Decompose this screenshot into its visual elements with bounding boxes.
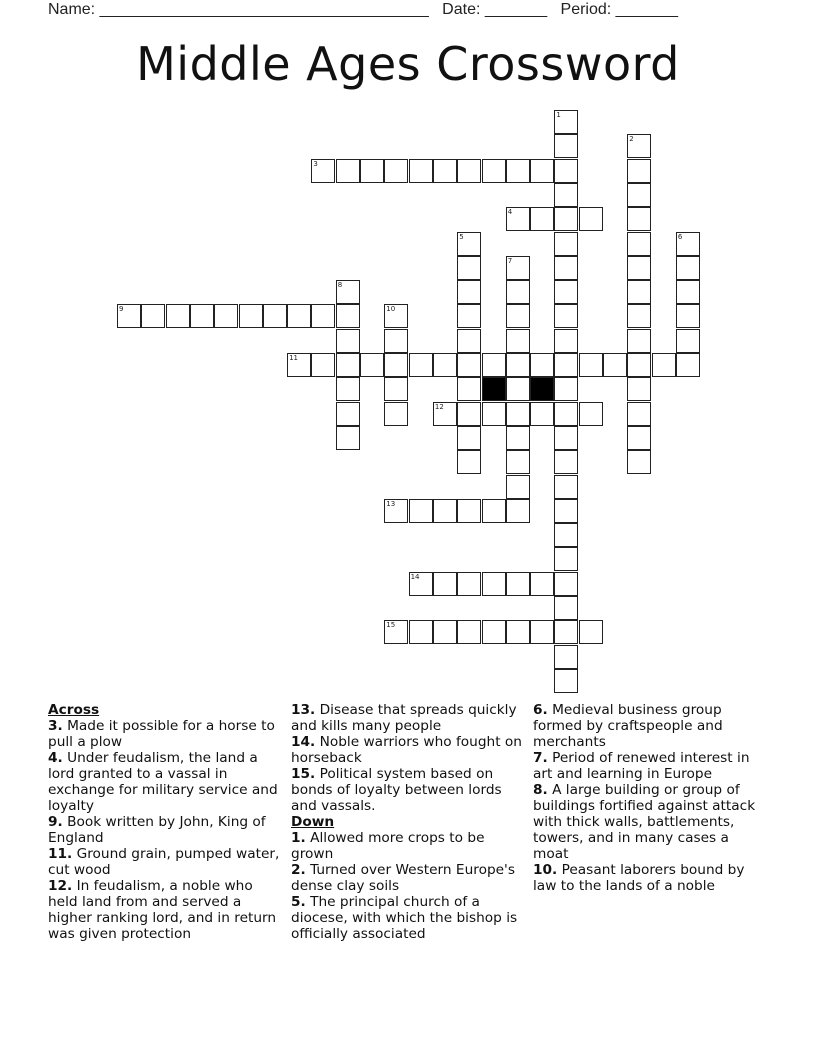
crossword-cell[interactable] [311,353,335,377]
crossword-cell[interactable] [554,475,578,499]
clue-across-11 [48,846,282,878]
crossword-cell[interactable] [554,377,578,401]
crossword-cell[interactable] [554,426,578,450]
clue-down-7 [533,750,767,782]
crossword-cell[interactable] [627,377,651,401]
clue-down-5 [291,894,525,942]
crossword-cell[interactable] [554,523,578,547]
crossword-cell[interactable] [433,620,457,644]
clue-across-14 [291,734,525,766]
crossword-cell[interactable] [433,159,457,183]
crossword-cell[interactable] [457,572,481,596]
cell-number: 8 [337,281,343,290]
crossword-cell[interactable] [214,304,238,328]
crossword-cell[interactable] [506,620,530,644]
clue-text: Under feudalism, the land a lord granted to a vassal in exchange for military service and loyalty [48,750,278,814]
cell-number: 4 [507,208,513,217]
crossword-cell[interactable] [190,304,214,328]
clue-column-2 [291,702,525,942]
crossword-cell[interactable] [457,159,481,183]
crossword-cell[interactable] [676,329,700,353]
crossword-cell[interactable] [627,353,651,377]
crossword-cell[interactable] [384,377,408,401]
crossword-cell[interactable] [117,304,141,328]
crossword-cell[interactable] [409,499,433,523]
crossword-cell[interactable] [506,329,530,353]
crossword-cell[interactable] [506,256,530,280]
crossword-cell[interactable] [457,256,481,280]
cell-number: 13 [386,499,396,508]
crossword-cell[interactable] [409,572,433,596]
crossword-cell[interactable] [457,620,481,644]
crossword-cell[interactable] [506,304,530,328]
clue-number: 2. [291,862,306,878]
crossword-cell[interactable] [336,280,360,304]
clue-number: 1. [291,830,306,846]
crossword-cell[interactable] [627,426,651,450]
cell-number: 5 [459,232,464,241]
crossword-cell[interactable] [579,207,603,231]
clue-text: A large building or group of buildings fortified against attack with thick walls, battlements, towers, and in many cases a moat [533,782,756,862]
crossword-cell[interactable] [409,159,433,183]
clue-across-4 [48,750,282,814]
crossword-cell[interactable] [457,402,481,426]
cell-number: 3 [313,159,318,168]
clue-text: The principal church of a diocese, with which the bishop is officially associated [291,894,518,942]
cell-number: 10 [386,305,396,314]
name-label: Name: [48,1,96,18]
clue-number: 12. [48,878,73,894]
crossword-cell[interactable] [506,499,530,523]
crossword-cell[interactable] [579,353,603,377]
crossword-cell[interactable] [506,159,530,183]
clue-column-1 [48,702,282,942]
blocked-cell [530,377,554,401]
crossword-cell[interactable] [554,134,578,158]
clue-number: 8. [533,782,548,798]
clue-down-6 [533,702,767,750]
clue-text: Disease that spreads quickly and kills many people [291,702,517,734]
clue-across-3 [48,718,282,750]
clue-number: 7. [533,750,548,766]
clue-text: Noble warriors who fought on horseback [291,734,522,766]
crossword-cell[interactable] [384,499,408,523]
crossword-cell[interactable] [530,572,554,596]
crossword-cell[interactable] [506,402,530,426]
clue-text: Book written by John, King of England [48,814,266,846]
crossword-cell[interactable] [579,620,603,644]
crossword-cell[interactable] [141,304,165,328]
crossword-cell[interactable] [554,256,578,280]
clue-number: 14. [291,734,316,750]
crossword-cell[interactable] [457,377,481,401]
cell-number: 2 [629,135,634,144]
clue-text: Political system based on bonds of loyalty between lords and vassals. [291,766,502,814]
crossword-cell[interactable] [360,353,384,377]
crossword-cell[interactable] [482,620,506,644]
crossword-cell[interactable] [506,426,530,450]
crossword-cell[interactable] [239,304,263,328]
crossword-cell[interactable] [384,353,408,377]
crossword-cell[interactable] [311,304,335,328]
clue-text: In feudalism, a noble who held land from and served a higher ranking lord, and in return was given protection [48,878,277,942]
crossword-cell[interactable] [336,353,360,377]
crossword-cell[interactable] [409,353,433,377]
crossword-cell[interactable] [627,183,651,207]
date-label: Date: [442,1,481,18]
date-blank[interactable]: _______ [484,1,548,18]
crossword-cell[interactable] [554,232,578,256]
clue-text: Period of renewed interest in art and learning in Europe [533,750,750,782]
crossword-cell[interactable] [384,304,408,328]
crossword-cell[interactable] [554,402,578,426]
clue-down-10 [533,862,767,894]
cell-number: 7 [507,256,513,265]
crossword-cell[interactable] [530,207,554,231]
clue-text: Medieval business group formed by craftspeople and merchants [533,702,723,750]
crossword-cell[interactable] [627,256,651,280]
crossword-cell[interactable] [336,329,360,353]
crossword-cell[interactable] [554,353,578,377]
crossword-cell[interactable] [506,475,530,499]
clue-number: 6. [533,702,548,718]
crossword-cell[interactable] [311,159,335,183]
crossword-cell[interactable] [384,620,408,644]
crossword-cell[interactable] [676,353,700,377]
crossword-cell[interactable] [603,353,627,377]
crossword-cell[interactable] [554,329,578,353]
crossword-cell[interactable] [579,402,603,426]
crossword-cell[interactable] [506,377,530,401]
crossword-cell[interactable] [482,499,506,523]
crossword-cell[interactable] [627,232,651,256]
crossword-cell[interactable] [263,304,287,328]
crossword-cell[interactable] [554,499,578,523]
clue-text: Made it possible for a horse to pull a plow [48,718,275,750]
crossword-cell[interactable] [506,572,530,596]
crossword-cell[interactable] [336,402,360,426]
crossword-cell[interactable] [627,280,651,304]
crossword-cell[interactable] [457,450,481,474]
clue-number: 13. [291,702,316,718]
crossword-cell[interactable] [457,304,481,328]
crossword-cell[interactable] [627,402,651,426]
crossword-cell[interactable] [676,256,700,280]
crossword-cell[interactable] [627,304,651,328]
crossword-cell[interactable] [482,572,506,596]
crossword-cell[interactable] [336,304,360,328]
crossword-cell[interactable] [676,304,700,328]
crossword-cell[interactable] [530,159,554,183]
clue-across-9 [48,814,282,846]
cell-number: 9 [119,305,124,314]
crossword-cell[interactable] [409,620,433,644]
crossword-cell[interactable] [554,110,578,134]
clue-across-12 [48,878,282,942]
crossword-cell[interactable] [433,572,457,596]
across-heading: Across [48,702,100,718]
crossword-cell[interactable] [433,499,457,523]
crossword-cell[interactable] [530,620,554,644]
clue-number: 5. [291,894,306,910]
clue-down-2 [291,862,525,894]
crossword-cell[interactable] [482,353,506,377]
crossword-cell[interactable] [554,207,578,231]
clue-text: Peasant laborers bound by law to the lands of a noble [533,862,745,894]
crossword-cell[interactable] [287,353,311,377]
clue-number: 3. [48,718,63,734]
crossword-cell[interactable] [627,134,651,158]
crossword-cell[interactable] [554,183,578,207]
crossword-cell[interactable] [506,280,530,304]
crossword-cell[interactable] [457,426,481,450]
crossword-cell[interactable] [336,426,360,450]
crossword-cell[interactable] [166,304,190,328]
crossword-cell[interactable] [627,450,651,474]
clue-text: Turned over Western Europe's dense clay soils [291,862,515,894]
cell-number: 1 [556,111,561,119]
crossword-cell[interactable] [554,645,578,669]
crossword-cell[interactable] [554,280,578,304]
clue-column-3 [533,702,767,894]
cell-number: 11 [289,354,299,362]
down-heading: Down [291,814,335,830]
crossword-cell[interactable] [554,547,578,571]
crossword-cell[interactable] [457,499,481,523]
crossword-cell[interactable] [554,596,578,620]
clue-text: Ground grain, pumped water, cut wood [48,846,280,878]
crossword-cell[interactable] [336,377,360,401]
crossword-cell[interactable] [384,402,408,426]
clue-number: 15. [291,766,316,782]
crossword-cell[interactable] [554,572,578,596]
crossword-cell[interactable] [457,353,481,377]
clue-number: 11. [48,846,73,862]
crossword-cell[interactable] [384,329,408,353]
cell-number: 6 [677,232,683,241]
clue-number: 10. [533,862,558,878]
clue-across-15 [291,766,525,814]
crossword-cell[interactable] [676,280,700,304]
crossword-cell[interactable] [554,450,578,474]
period-label: Period: [560,1,612,18]
clue-number: 9. [48,814,63,830]
name-blank[interactable]: _____________________________________ [99,1,429,18]
cell-number: 15 [386,621,396,630]
crossword-cell[interactable] [433,402,457,426]
crossword-cell[interactable] [554,669,578,693]
crossword-cell[interactable] [676,232,700,256]
crossword-cell[interactable] [360,159,384,183]
page-title: Middle Ages Crossword [136,37,680,91]
crossword-cell[interactable] [554,620,578,644]
crossword-cell[interactable] [554,159,578,183]
crossword-cell[interactable] [482,159,506,183]
crossword-cell[interactable] [384,159,408,183]
crossword-cell[interactable] [506,207,530,231]
cell-number: 14 [410,572,420,581]
period-blank[interactable]: _______ [615,1,678,18]
crossword-cell[interactable] [482,402,506,426]
clue-number: 4. [48,750,63,766]
crossword-cell[interactable] [506,353,530,377]
clue-down-1 [291,830,525,862]
crossword-cell[interactable] [433,353,457,377]
cell-number: 12 [434,402,444,411]
crossword-cell[interactable] [627,329,651,353]
crossword-cell[interactable] [554,304,578,328]
crossword-cell[interactable] [627,159,651,183]
crossword-cell[interactable] [457,329,481,353]
crossword-cell[interactable] [457,280,481,304]
crossword-cell[interactable] [457,232,481,256]
clue-text: Allowed more crops to be grown [291,830,485,862]
crossword-cell[interactable] [506,450,530,474]
crossword-cell[interactable] [287,304,311,328]
crossword-cell[interactable] [530,353,554,377]
clue-down-8 [533,782,767,862]
crossword-cell[interactable] [652,353,676,377]
blocked-cell [482,377,506,401]
crossword-cell[interactable] [627,207,651,231]
clue-across-13 [291,702,525,734]
crossword-cell[interactable] [530,402,554,426]
crossword-cell[interactable] [336,159,360,183]
